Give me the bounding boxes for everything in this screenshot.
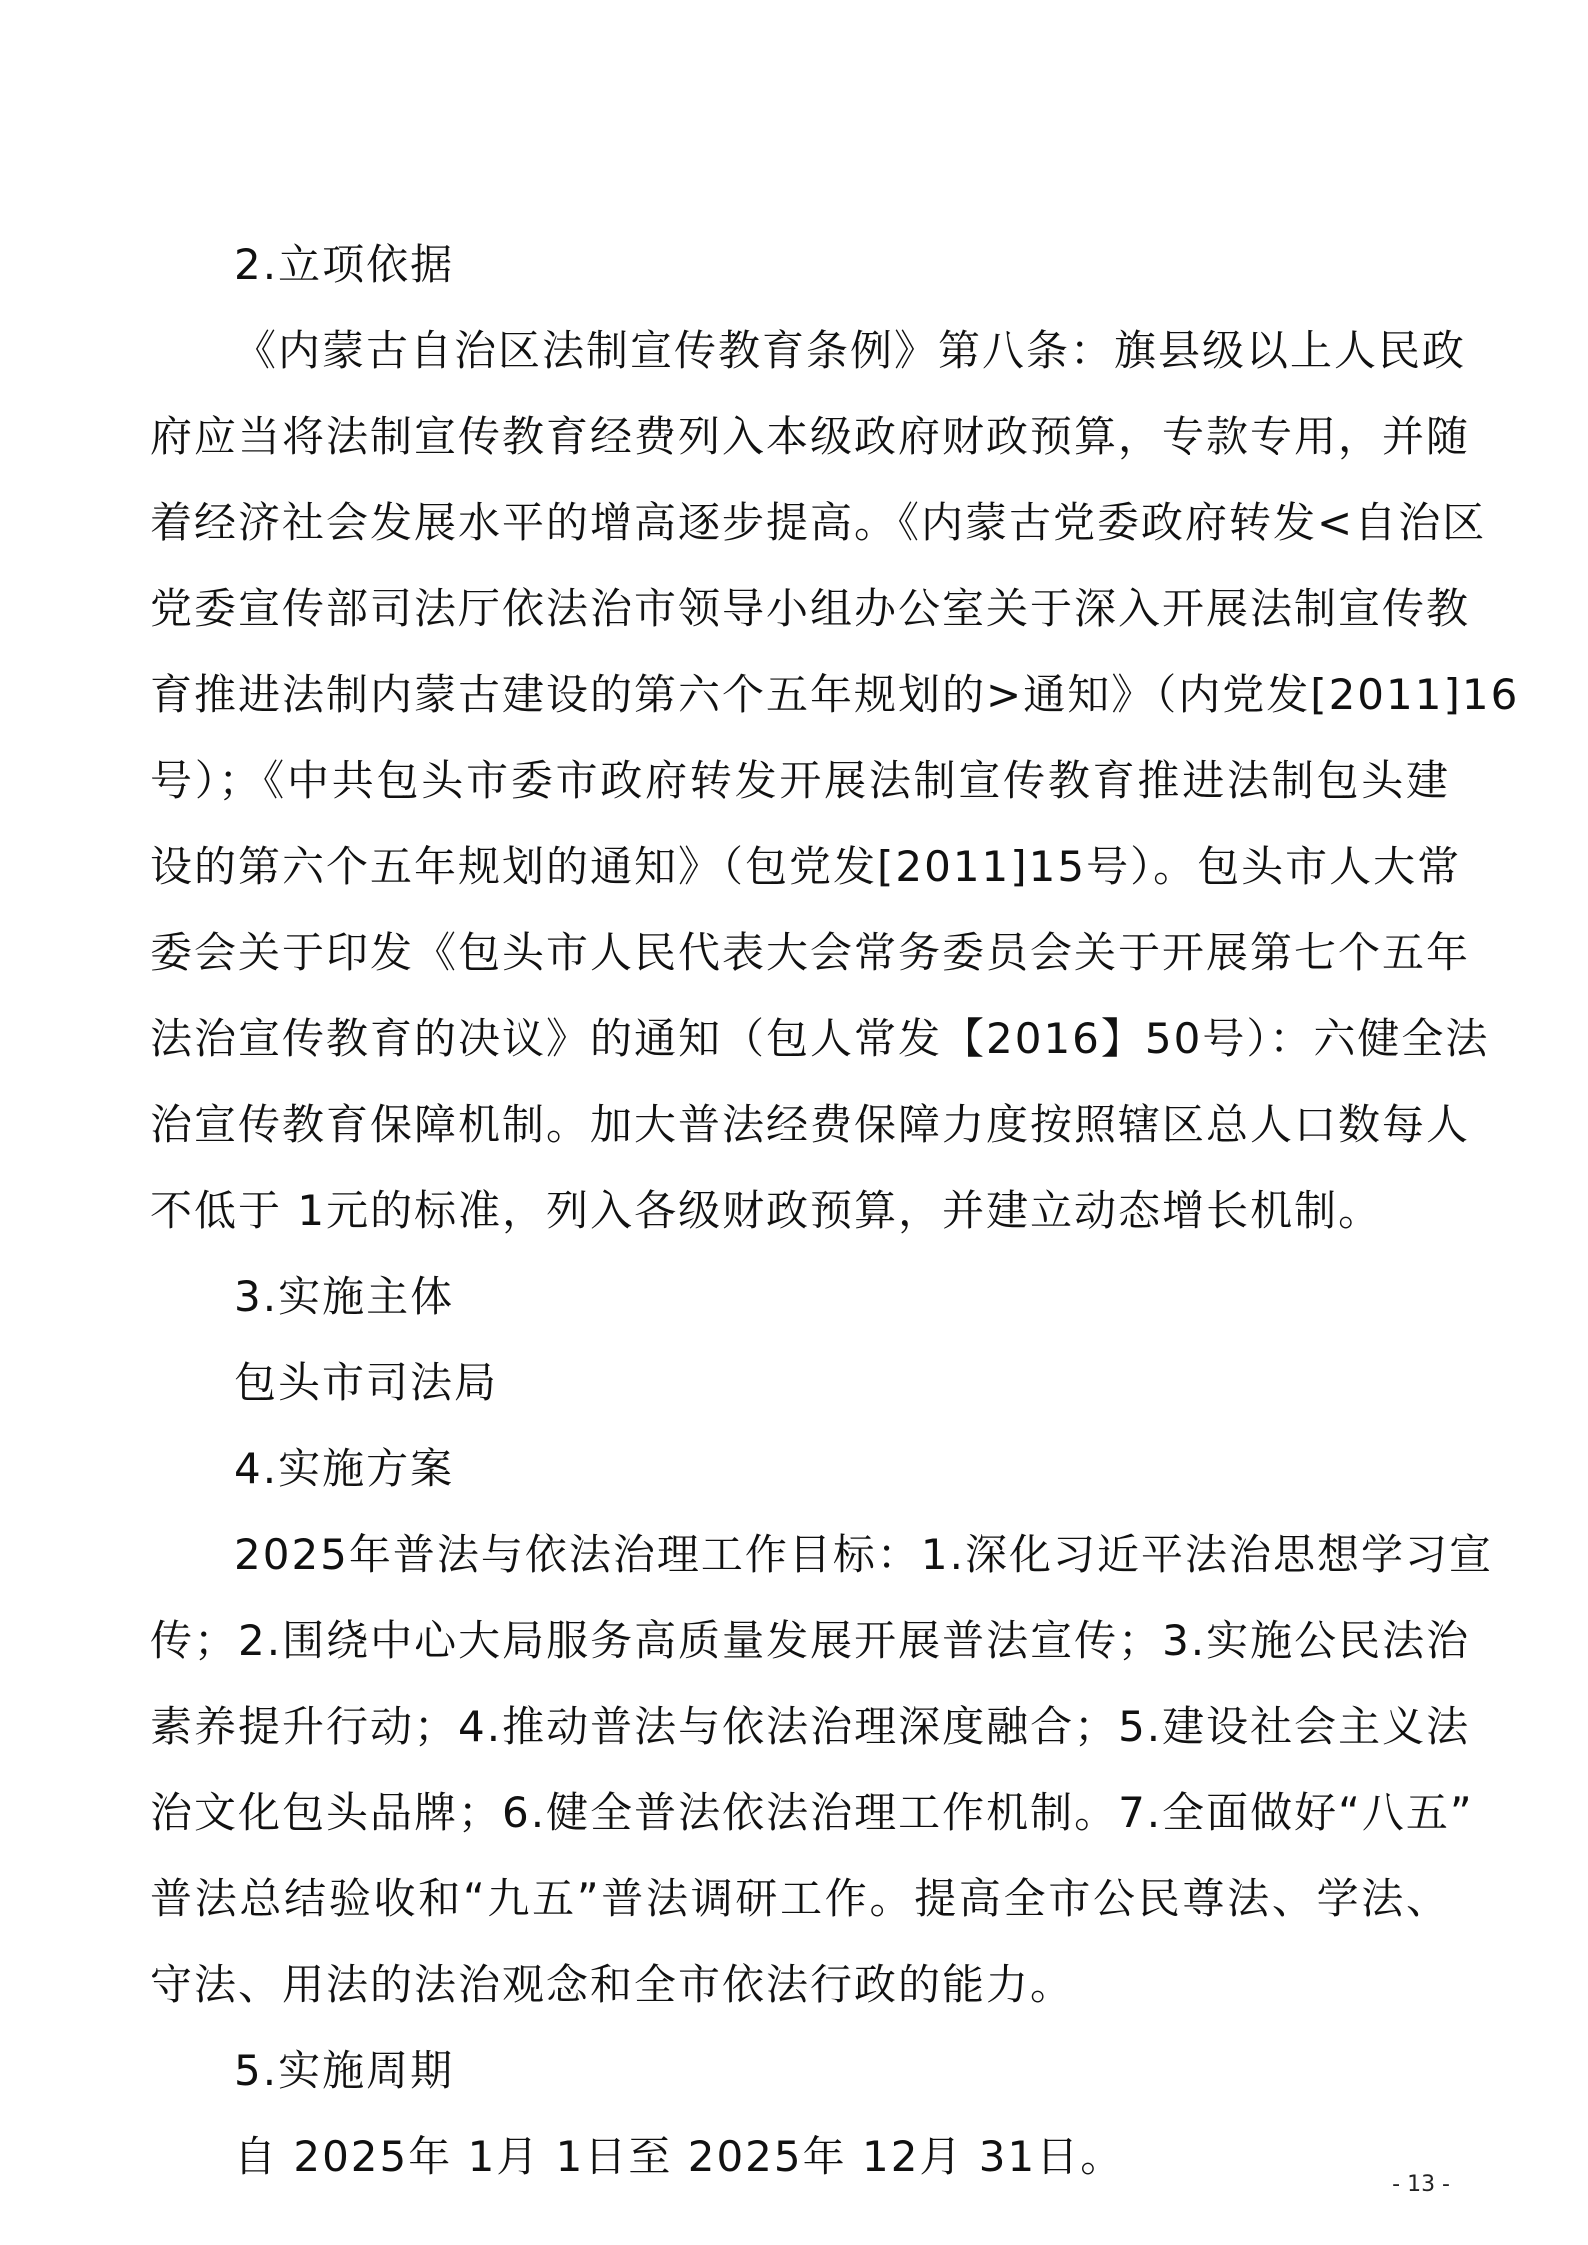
text-line: 包头市司法局: [234, 1358, 499, 1407]
text-line: 号）；《中共包头市委市政府转发开展法制宣传教育推进法制包头建: [150, 756, 1450, 805]
text-line: 法治宣传教育的决议》的通知（包人常发【2016】50号）：六健全法: [150, 1014, 1490, 1063]
page-number: - 13 -: [1392, 2172, 1450, 2197]
text-line: 守法、用法的法治观念和全市依法行政的能力。: [150, 1960, 1075, 2009]
document-body: [150, 222, 1520, 2200]
text-line: 4.实施方案: [234, 1444, 455, 1493]
text-line: 育推进法制内蒙古建设的第六个五年规划的>通知》（内党发[2011]16: [150, 670, 1520, 719]
text-line: 普法总结验收和“九五”普法调研工作。提高全市公民尊法、学法、: [150, 1874, 1450, 1923]
text-line: 3.实施主体: [234, 1272, 455, 1321]
text-line: 5.实施周期: [234, 2046, 455, 2095]
text-line: 《内蒙古自治区法制宣传教育条例》第八条：旗县级以上人民政: [234, 326, 1467, 375]
text-line: 治文化包头品牌；6.健全普法依法治理工作机制。7.全面做好“八五”: [150, 1788, 1474, 1837]
text-line: 2.立项依据: [234, 240, 455, 289]
text-line: 设的第六个五年规划的通知》（包党发[2011]15号）。包头市人大常: [150, 842, 1462, 891]
text-line: 府应当将法制宣传教育经费列入本级政府财政预算，专款专用，并随: [150, 412, 1471, 461]
text-line: 不低于 1元的标准，列入各级财政预算，并建立动态增长机制。: [150, 1186, 1383, 1235]
text-line: 委会关于印发《包头市人民代表大会常务委员会关于开展第七个五年: [150, 928, 1471, 977]
text-line: 着经济社会发展水平的增高逐步提高。《内蒙古党委政府转发<自治区: [150, 498, 1487, 547]
text-line: 治宣传教育保障机制。加大普法经费保障力度按照辖区总人口数每人: [150, 1100, 1471, 1149]
text-line: 2025年普法与依法治理工作目标：1.深化习近平法治思想学习宣: [234, 1530, 1493, 1579]
text-line: 党委宣传部司法厅依法治市领导小组办公室关于深入开展法制宣传教: [150, 584, 1471, 633]
text-line: 自 2025年 1月 1日至 2025年 12月 31日。: [234, 2132, 1125, 2181]
text-line: 素养提升行动；4.推动普法与依法治理深度融合；5.建设社会主义法: [150, 1702, 1471, 1751]
text-line: 传；2.围绕中心大局服务高质量发展开展普法宣传；3.实施公民法治: [150, 1616, 1471, 1665]
